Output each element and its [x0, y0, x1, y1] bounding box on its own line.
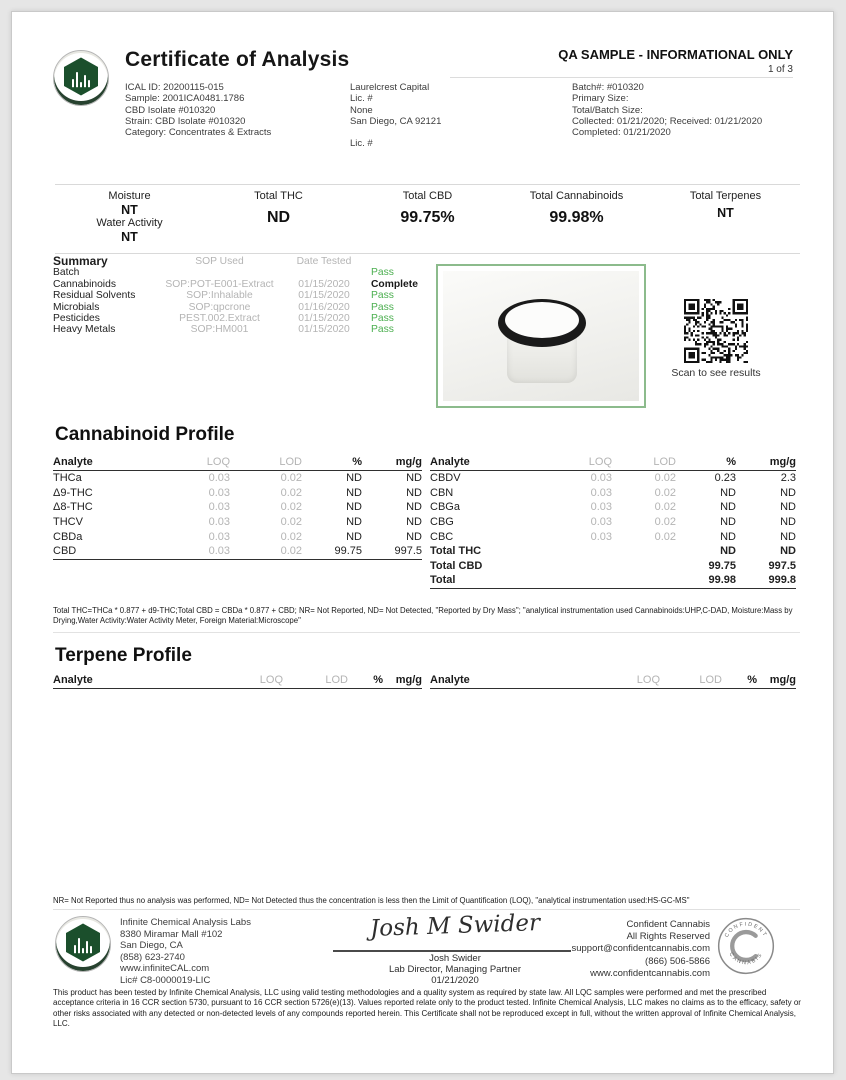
terpene-table-left [53, 674, 422, 689]
infinite-chemical-logo-icon [55, 916, 111, 972]
batch-info-line: Completed: 01/21/2020 [572, 127, 671, 139]
sample-info-line: Sample: 2001ICA0481.1786 [125, 93, 245, 105]
table-row: Heavy Metals SOP:HM001 01/15/2020 Pass [53, 324, 438, 335]
table-row: Δ8-THC 0.03 0.02 ND ND [53, 501, 422, 514]
table-row: CBGa 0.03 0.02 ND ND [430, 501, 796, 514]
table-header-row: Analyte LOQ LOD % mg/g [430, 674, 796, 689]
table-row: Residual Solvents SOP:Inhalable 01/15/2020 Pass [53, 290, 438, 301]
logo-chromatogram-bars [72, 71, 90, 87]
results-summary-band [55, 184, 800, 254]
confident-cannabis-info [520, 919, 710, 980]
confident-info-line: www.confidentcannabis.com [590, 967, 710, 979]
table-row: Δ9-THC 0.03 0.02 ND ND [53, 486, 422, 499]
summary-metric-total-cbd: Total CBD 99.75% [400, 190, 455, 226]
table-row: CBD 0.03 0.02 99.75 997.5 [53, 545, 422, 558]
signature-title: Lab Director, Managing Partner [388, 964, 522, 975]
batch-info-line: Total/Batch Size: [572, 104, 643, 116]
confident-info-line: Confident Cannabis [626, 919, 710, 930]
section-title-terpene: Terpene Profile [55, 645, 192, 666]
qr-code-icon [684, 299, 748, 363]
lab-info-line: www.infiniteCAL.com [120, 963, 210, 975]
disclaimer-text: This product has been tested by Infinite Chemical Analysis, LLC using valid testing methodologies and a quality system as required by state law. All LQC samples were performed and met the prescribed acceptance criteria in 16 CCR section 5730, pursuant to 16 CCR section 5726(e)(13). Values reported relate only to the product tested. Infinite Chemical Analysis, LLC makes no claims as to the efficacy, safety or other risks associated with any detected or non-detected levels of any compounds reported herein. This Certificate shall not be reproduced except in full, without the written approval of Infinite Chemical Analysis, LLC. [53, 988, 801, 1028]
summary-table-header: Summary SOP Used Date Tested [53, 254, 352, 268]
confident-info-line: All Rights Reserved [626, 931, 710, 943]
product-photo [443, 271, 639, 401]
lab-info-line: San Diego, CA [120, 940, 183, 952]
section-title-cannabinoid: Cannabinoid Profile [55, 424, 235, 445]
table-row: CBC 0.03 0.02 ND ND [430, 530, 796, 543]
client-license: Lic. # [350, 138, 373, 149]
svg-text:CONFIDENT: CONFIDENT [723, 921, 769, 939]
confident-info-line: support@confidentcannabis.com [571, 943, 710, 955]
status-badge: Pass [371, 301, 394, 313]
cannabinoid-table-left [53, 456, 422, 560]
lab-info-line: (858) 623-2740 [120, 951, 185, 963]
table-row: THCV 0.03 0.02 ND ND [53, 516, 422, 529]
client-info-line: Lic. # [350, 93, 373, 105]
table-row: Microbials SOP:qpcrone 01/16/2020 Pass [53, 302, 438, 313]
svg-text:CANNABIS: CANNABIS [727, 951, 765, 967]
summary-status-table [53, 256, 438, 336]
sample-info-line: CBD Isolate #010320 [125, 104, 216, 116]
confident-info-line: (866) 506-5866 [645, 955, 710, 967]
section-divider [53, 632, 800, 633]
table-row: Total THC ND ND [430, 545, 796, 558]
status-badge: Pass [371, 290, 394, 302]
batch-info-line: Collected: 01/21/2020; Received: 01/21/2020 [572, 115, 763, 127]
sample-info-line: Strain: CBD Isolate #010320 [125, 115, 246, 127]
logo-chromatogram-bars [74, 937, 92, 953]
sample-info-line: Category: Concentrates & Extracts [125, 127, 272, 139]
page-number: 1 of 3 [767, 64, 793, 75]
batch-info [572, 82, 762, 138]
client-info [350, 82, 441, 127]
summary-title: Summary [53, 254, 108, 268]
table-row: CBG 0.03 0.02 ND ND [430, 516, 796, 529]
product-photo-frame [436, 264, 646, 408]
summary-metric-total-cannabinoids: Total Cannabinoids 99.98% [529, 190, 624, 226]
sample-info-line: ICAL ID: 20200115-015 [125, 82, 224, 93]
client-info-line: San Diego, CA 92121 [350, 115, 442, 127]
status-badge: Complete [371, 278, 418, 290]
batch-info-line: Batch#: #010320 [572, 82, 644, 93]
lab-info-line: 8380 Miramar Mall #102 [120, 928, 223, 940]
qr-caption: Scan to see results [671, 367, 761, 379]
status-badge: Pass [371, 313, 394, 325]
certificate-title: Certificate of Analysis [125, 48, 350, 71]
signature-script: Josh M Swider [369, 910, 541, 942]
table-row: THCa 0.03 0.02 ND ND [53, 472, 422, 485]
nr-note: NR= Not Reported thus no analysis was performed, ND= Not Detected thus the concentration is less then the Limit of Quantification (LOQ), "analytical instrumentation used:HS-GC-MS" [53, 896, 690, 905]
footer-divider [53, 909, 800, 910]
table-row: Total CBD 99.75 997.5 [430, 559, 796, 572]
lab-contact-info [120, 917, 251, 987]
signature-date: 01/21/2020 [431, 975, 479, 986]
confident-cannabis-seal-icon [716, 916, 776, 976]
client-info-line: Laurelcrest Capital [350, 82, 430, 93]
table-row: Total 99.98 999.8 [430, 574, 796, 587]
cannabinoid-table-right [430, 456, 796, 589]
signature-name: Josh Swider [429, 953, 481, 964]
table-row: Cannabinoids SOP:POT-E001-Extract 01/15/2020 Complete [53, 279, 438, 290]
table-row: CBDa 0.03 0.02 ND ND [53, 530, 422, 543]
summary-metric-moisture: Moisture NT Water Activity NT [96, 190, 163, 244]
table-row: CBDV 0.03 0.02 0.23 2.3 [430, 472, 796, 485]
qa-banner: QA SAMPLE - INFORMATIONAL ONLY [558, 47, 793, 62]
infinite-chemical-logo-icon [53, 50, 109, 106]
summary-metric-total-thc: Total THC ND [254, 190, 303, 226]
summary-metric-total-terpenes: Total Terpenes NT [689, 190, 762, 220]
table-row: Batch Pass [53, 267, 438, 278]
table-header-row: Analyte LOQ LOD % mg/g [53, 456, 422, 471]
cannabinoid-footnote: Total THC=THCa * 0.877 + d9-THC;Total CBD = CBDa * 0.877 + CBD; NR= Not Reported, ND= Not Detected, "Reported by Dry Mass"; "analytical instrumentation used Cannabinoids:UHP,C-DAD, Moisture:Mass by Drying,Water Activity:Water Activity Meter, Foreign Material:Microscope" [53, 606, 793, 625]
table-row: Pesticides PEST.002.Extract 01/15/2020 Pass [53, 313, 438, 324]
batch-info-line: Primary Size: [572, 93, 629, 105]
table-header-row: Analyte LOQ LOD % mg/g [53, 674, 422, 689]
terpene-table-right [430, 674, 796, 689]
table-header-row: Analyte LOQ LOD % mg/g [430, 456, 796, 471]
status-badge: Pass [371, 267, 394, 279]
lab-info-line: Infinite Chemical Analysis Labs [120, 917, 251, 928]
header-divider [450, 77, 793, 78]
client-info-line: None [350, 104, 373, 116]
table-row: CBN 0.03 0.02 ND ND [430, 486, 796, 499]
lab-info-line: Lic# C8-0000019-LIC [120, 974, 211, 986]
jar-lid [498, 299, 586, 347]
sample-info [125, 82, 271, 138]
status-badge: Pass [371, 324, 394, 336]
